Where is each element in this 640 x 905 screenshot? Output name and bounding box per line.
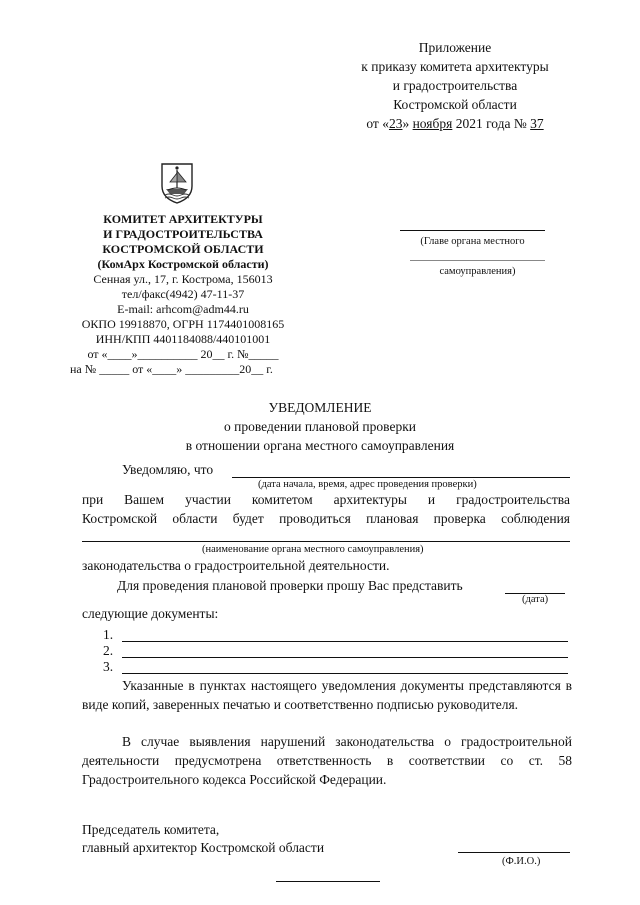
appendix-month: ноября xyxy=(412,116,453,131)
notify-text: Уведомляю, что xyxy=(122,462,214,477)
p3-text: Указанные в пунктах настоящего уведомления документы представляются в виде копий, заверенных печатью и соответственно подписью руководителя. xyxy=(82,678,572,712)
sender-block xyxy=(58,212,308,362)
appendix-region: Костромской области xyxy=(393,97,517,112)
submit-date-hint: (дата) xyxy=(522,594,549,605)
list-item-1-number: 1. xyxy=(103,627,114,642)
recipient-label-2: самоуправления) xyxy=(439,266,516,277)
list-item-1-line xyxy=(122,641,568,642)
list-item-3-number: 3. xyxy=(103,659,114,674)
sender-okpo: ОКПО 19918870, ОГРН 1174401008165 xyxy=(81,317,285,331)
p1-line2: Костромской области будет проводиться плановая проверка соблюдения xyxy=(82,511,570,526)
sender-org-line3: КОСТРОМСКОЙ ОБЛАСТИ xyxy=(102,242,264,256)
appendix-day: 23 xyxy=(388,116,403,131)
recipient-line-2 xyxy=(410,260,545,261)
org-name-hint: (наименование органа местного самоуправления) xyxy=(202,544,424,555)
notice-title-sub1: о проведении плановой проверки xyxy=(224,419,416,434)
org-name-field-line xyxy=(82,541,570,542)
sender-ref-to: на № _____ от «____» _________20__ г. xyxy=(70,362,273,376)
notice-title-sub2: в отношении органа местного самоуправления xyxy=(185,438,455,453)
appendix-order-line: к приказу комитета архитектуры xyxy=(361,59,549,74)
appendix-order-line2: и градостроительства xyxy=(392,78,518,93)
sender-ref-from: от «____»__________ 20__ г. №_____ xyxy=(87,347,279,361)
sender-email: E-mail: arhcom@adm44.ru xyxy=(117,302,249,316)
signature-title-2: главный архитектор Костромской области xyxy=(82,840,325,855)
appendix-title: Приложение xyxy=(418,40,492,55)
p4-text: В случае выявления нарушений законодательства о градостроительной деятельности предусмотрена ответственность в соответствии со ст. 58 Градостроительного кодекса Российской Федерации. xyxy=(82,734,572,787)
bottom-divider xyxy=(276,881,380,882)
appendix-header xyxy=(330,38,580,133)
appendix-number: 37 xyxy=(530,116,544,131)
p2-end: следующие документы: xyxy=(82,606,219,621)
recipient-line-1 xyxy=(400,230,545,231)
signature-fio-hint: (Ф.И.О.) xyxy=(502,856,541,867)
sender-address: Сенная ул., 17, г. Кострома, 156013 xyxy=(93,272,273,286)
p2-text: Для проведения плановой проверки прошу Вас представить xyxy=(117,578,463,593)
sender-org-short: (КомАрх Костромской области) xyxy=(97,257,269,271)
recipient-label-1: (Главе органа местного xyxy=(420,236,525,247)
sender-inn: ИНН/КПП 4401184088/440101001 xyxy=(95,332,271,346)
sender-org-line2: И ГРАДОСТРОИТЕЛЬСТВА xyxy=(103,227,263,241)
coat-of-arms-icon xyxy=(160,162,194,204)
list-item-2-line xyxy=(122,657,568,658)
p1-line1: при Вашем участии комитетом архитектуры и градостроительства xyxy=(82,492,570,507)
notice-title-main: УВЕДОМЛЕНИЕ xyxy=(268,400,372,415)
signature-fio-line xyxy=(458,852,570,853)
p1-line3: законодательства о градостроительной деятельности. xyxy=(82,558,390,573)
sender-phone: тел/факс(4942) 47-11-37 xyxy=(121,287,245,301)
list-item-3-line xyxy=(122,673,568,674)
list-item-2-number: 2. xyxy=(103,643,114,658)
signature-title-1: Председатель комитета, xyxy=(82,822,220,837)
date-address-hint: (дата начала, время, адрес проведения проверки) xyxy=(258,479,477,490)
appendix-date: от «23» ноября 2021 года № 37 xyxy=(366,116,544,131)
notice-title xyxy=(70,398,570,455)
sender-org-line1: КОМИТЕТ АРХИТЕКТУРЫ xyxy=(103,212,263,226)
